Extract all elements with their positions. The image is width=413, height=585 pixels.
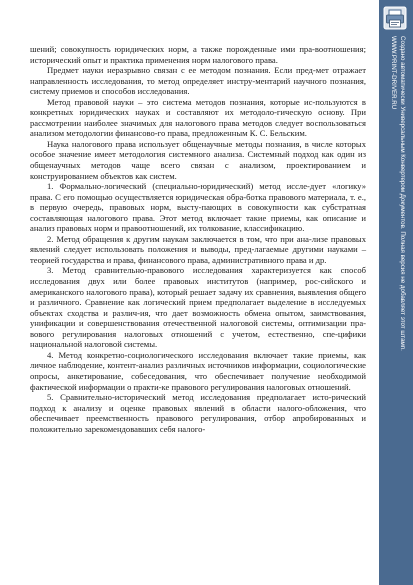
paragraph-7: 3. Метод сравнительно-правового исследования характеризуется как способ исследования двух или более правовых институтов (например, рос-сийского и американского налогового права), который решает задачу их сравнения, выявления общего и различного. Сравнение как логический прием предполагает выделение в исследуемых объектах сходства и различ-ия, что дает возможность обмена опытом, заимствования, унификации и совершенствования отечественной налоговой системы, оптимизации пра-вового регулирования налоговых отношений с учетом, естественно, спе-цифики национальной налоговой системы. — [30, 265, 366, 350]
paragraph-4: Наука налогового права использует общенаучные методы познания, в числе которых особое значение имеет методология системного анализа. Системный подход как один из общенаучных методов чаще всего связан с анализом, проектированием и конструированием объектов как систем. — [30, 138, 366, 181]
watermark-line-2: WWW.PRINT-DRIVER.RU — [390, 36, 397, 110]
printer-logo-icon — [383, 6, 407, 30]
paragraph-5: 1. Формально-логический (специально-юридический) метод иссле-дует «логику» права. С его помощью осуществляется юридическая обра-ботка правового материала, т. е., в первую очередь, правовых норм, высту-пающих в совокупности как субстратная составляющая налогового права. Этот метод включает такие приемы, как описание и анализ правовых норм и правоотношений, их толкование, классификацию. — [30, 181, 366, 234]
watermark-text — [385, 36, 407, 576]
paragraph-3: Метод правовой науки – это система методов познания, которые ис-пользуются в конкретных юридических науках и составляют их методоло-гическую основу. При рассмотрении наиболее значимых для налогового права методов следует воспользоваться анализом методологии финансово-го права, предложенным К. С. Бельским. — [30, 96, 366, 139]
watermark-line-1: Создано автоматически Универсальным Конвертером Документов. Полная версия не добавляет этот штамп. — [399, 36, 406, 351]
paragraph-1: шений; совокупность юридических норм, а также порожденные ими пра-воотношения; исторический опыт и практика применения норм налогового права. — [30, 44, 366, 65]
paragraph-9: 5. Сравнительно-исторический метод исследования предполагает исто-рический подход к анализу и оценке правовых явлений в области налого-обложения, что обеспечивает преемственность правового регулирования, отбор апробированных и положительно зарекомендовавших себя налого- — [30, 392, 366, 434]
paragraph-6: 2. Метод обращения к другим наукам заключается в том, что при ана-лизе правовых явлений следует использовать положения и выводы, пред-лагаемые другими науками – теорией государства и права, финансового права, административного права и др. — [30, 233, 366, 265]
paragraph-2: Предмет науки неразрывно связан с ее методом познания. Если пред-мет отражает направленность исследования, то метод определяет инстру-ментарий научного познания, систему приемов и способов исследования. — [30, 65, 366, 97]
paragraph-8: 4. Метод конкретно-социологического исследования включает такие приемы, как личное наблюдение, контент-анализ различных источников информации, социологические опросы, анкетирование, собеседования, что обеспечивает получение необходимой фактической информации о практи-ке правового регулирования налоговых отношений. — [30, 349, 366, 392]
document-body — [30, 44, 366, 434]
